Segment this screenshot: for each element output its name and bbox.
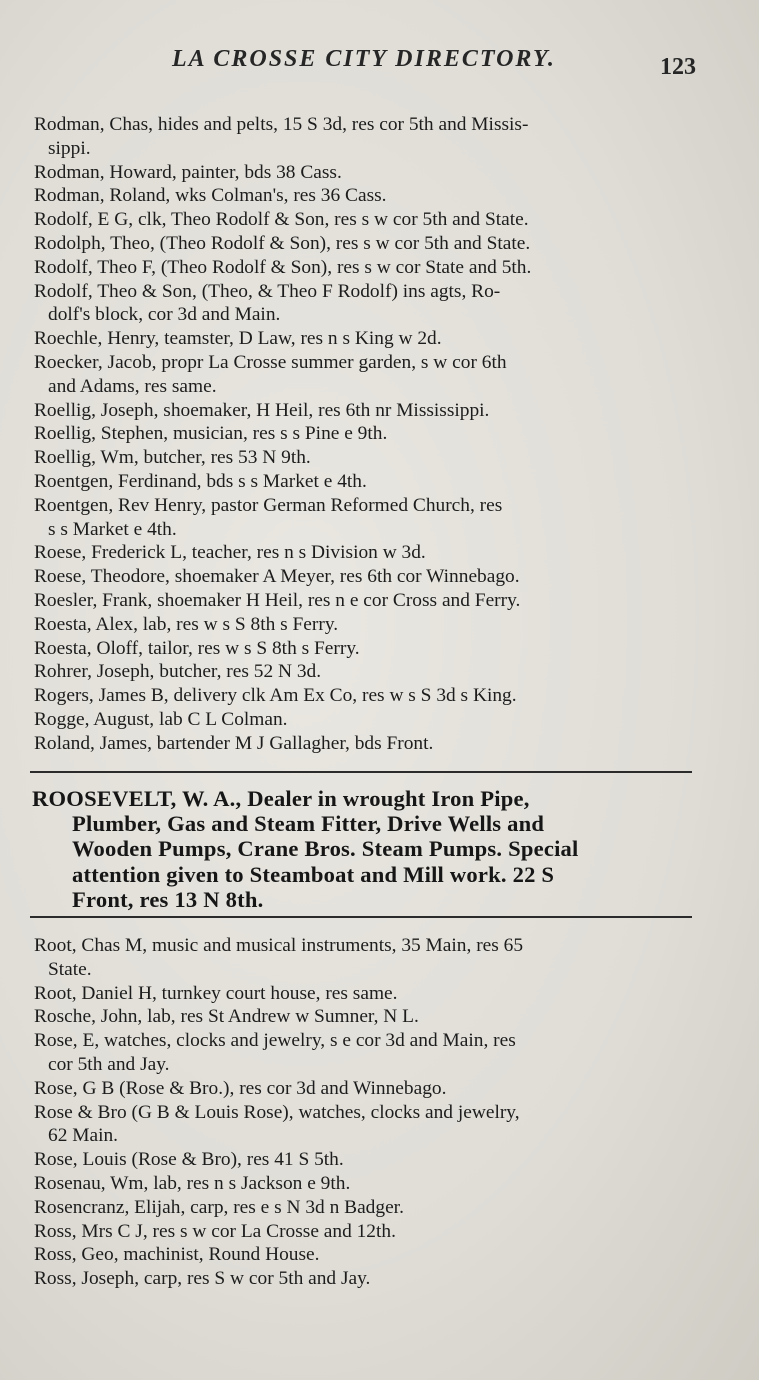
entry-line: Roesta, Alex, lab, res w s S 8th s Ferry.: [34, 613, 339, 635]
page-header: [0, 44, 759, 84]
directory-entry: [0, 494, 759, 542]
entry-line: Roese, Theodore, shoemaker A Meyer, res 6th cor Winnebago.: [34, 566, 520, 588]
directory-entry: [0, 1243, 759, 1267]
directory-entry: [0, 399, 759, 423]
directory-entry: [0, 232, 759, 256]
entry-line: Roentgen, Ferdinand, bds s s Market e 4th.: [34, 470, 367, 492]
entry-line: Rodolf, Theo F, (Theo Rodolf & Son), res s w cor State and 5th.: [34, 256, 532, 278]
entry-line: Rodman, Roland, wks Colman's, res 36 Cass.: [34, 185, 387, 207]
entry-line: Rosche, John, lab, res St Andrew w Sumner, N L.: [34, 1006, 419, 1028]
entry-line: Rosencranz, Elijah, carp, res e s N 3d n Badger.: [34, 1196, 404, 1218]
directory-entry: [0, 934, 759, 982]
directory-entry: [0, 184, 759, 208]
entry-line: Rohrer, Joseph, butcher, res 52 N 3d.: [34, 661, 322, 683]
entry-line: Rose, E, watches, clocks and jewelry, s e cor 3d and Main, res: [34, 1030, 516, 1052]
entry-line: Rodolf, Theo & Son, (Theo, & Theo F Rodolf) ins agts, Ro-: [34, 280, 501, 302]
directory-entry: [0, 1220, 759, 1244]
directory-entry: [0, 684, 759, 708]
directory-entry: [0, 113, 759, 161]
entry-line: Root, Chas M, music and musical instruments, 35 Main, res 65: [34, 935, 524, 956]
directory-entry: [0, 1029, 759, 1077]
ad-line: Wooden Pumps, Crane Bros. Steam Pumps. Special: [72, 836, 579, 862]
directory-entry: [0, 589, 759, 613]
entry-line: Roland, James, bartender M J Gallagher, bds Front.: [34, 732, 434, 754]
directory-entry: [0, 565, 759, 589]
entry-line: Roentgen, Rev Henry, pastor German Reformed Church, res: [34, 494, 503, 516]
entry-continuation-line: sippi.: [48, 137, 91, 159]
directory-entries-bottom: [0, 934, 759, 1291]
divider-rule-bottom: [30, 916, 692, 918]
ad-line: Plumber, Gas and Steam Fitter, Drive Wells and: [72, 811, 545, 837]
entry-continuation-line: dolf's block, cor 3d and Main.: [48, 304, 281, 326]
entry-line: Rodolf, E G, clk, Theo Rodolf & Son, res s w cor 5th and State.: [34, 209, 529, 231]
directory-entries-top: [0, 113, 759, 756]
entry-line: Roese, Frederick L, teacher, res n s Division w 3d.: [34, 542, 426, 564]
entry-continuation-line: State.: [48, 958, 92, 980]
entry-line: Root, Daniel H, turnkey court house, res same.: [34, 982, 398, 1004]
directory-entry: [0, 161, 759, 185]
directory-entry: [0, 1172, 759, 1196]
entry-line: Rosenau, Wm, lab, res n s Jackson e 9th.: [34, 1172, 351, 1194]
directory-entry: [0, 280, 759, 328]
directory-entry: [0, 732, 759, 756]
entry-line: Rose, G B (Rose & Bro.), res cor 3d and Winnebago.: [34, 1077, 447, 1099]
advertisement-roosevelt: [32, 786, 696, 912]
ad-line: Front, res 13 N 8th.: [72, 886, 264, 912]
page-number: 123: [660, 54, 696, 80]
entry-line: Roechle, Henry, teamster, D Law, res n s King w 2d.: [34, 328, 442, 350]
directory-entry: [0, 637, 759, 661]
directory-entry: [0, 208, 759, 232]
directory-entry: [0, 1148, 759, 1172]
directory-entry: [0, 446, 759, 470]
entry-line: Rodman, Chas, hides and pelts, 15 S 3d, res cor 5th and Missis-: [34, 114, 529, 135]
directory-entry: [0, 613, 759, 637]
entry-line: Roecker, Jacob, propr La Crosse summer garden, s w cor 6th: [34, 351, 507, 373]
directory-entry: [0, 708, 759, 732]
entry-line: Roellig, Joseph, shoemaker, H Heil, res 6th nr Mississippi.: [34, 399, 490, 421]
entry-line: Rose, Louis (Rose & Bro), res 41 S 5th.: [34, 1149, 344, 1171]
entry-continuation-line: s s Market e 4th.: [48, 518, 177, 540]
directory-entry: [0, 327, 759, 351]
directory-entry: [0, 982, 759, 1006]
entry-continuation-line: and Adams, res same.: [48, 375, 217, 397]
entry-line: Ross, Geo, machinist, Round House.: [34, 1244, 320, 1266]
directory-entry: [0, 470, 759, 494]
ad-line: attention given to Steamboat and Mill work. 22 S: [72, 861, 555, 887]
directory-entry: [0, 1005, 759, 1029]
entry-line: Rogers, James B, delivery clk Am Ex Co, res w s S 3d s King.: [34, 685, 517, 707]
ad-line: ROOSEVELT, W. A., Dealer in wrought Iron Pipe,: [32, 786, 530, 811]
entry-line: Roellig, Stephen, musician, res s s Pine e 9th.: [34, 423, 388, 445]
directory-entry: [0, 256, 759, 280]
directory-entry: [0, 351, 759, 399]
entry-continuation-line: cor 5th and Jay.: [48, 1053, 170, 1075]
entry-line: Roesta, Oloff, tailor, res w s S 8th s Ferry.: [34, 637, 360, 659]
entry-line: Roesler, Frank, shoemaker H Heil, res n e cor Cross and Ferry.: [34, 589, 521, 611]
entry-line: Roellig, Wm, butcher, res 53 N 9th.: [34, 447, 311, 469]
entry-line: Rose & Bro (G B & Louis Rose), watches, clocks and jewelry,: [34, 1101, 520, 1123]
divider-rule-top: [30, 771, 692, 773]
running-title: LA CROSSE CITY DIRECTORY.: [172, 46, 556, 72]
entry-line: Ross, Joseph, carp, res S w cor 5th and Jay.: [34, 1268, 371, 1290]
entry-line: Rodolph, Theo, (Theo Rodolf & Son), res s w cor 5th and State.: [34, 232, 531, 254]
directory-entry: [0, 1196, 759, 1220]
directory-entry: [0, 541, 759, 565]
directory-entry: [0, 1101, 759, 1149]
entry-line: Rodman, Howard, painter, bds 38 Cass.: [34, 161, 342, 183]
directory-entry: [0, 422, 759, 446]
directory-entry: [0, 1267, 759, 1291]
entry-continuation-line: 62 Main.: [48, 1125, 119, 1147]
entry-line: Rogge, August, lab C L Colman.: [34, 708, 288, 730]
directory-entry: [0, 1077, 759, 1101]
directory-entry: [0, 660, 759, 684]
entry-line: Ross, Mrs C J, res s w cor La Crosse and 12th.: [34, 1220, 396, 1242]
